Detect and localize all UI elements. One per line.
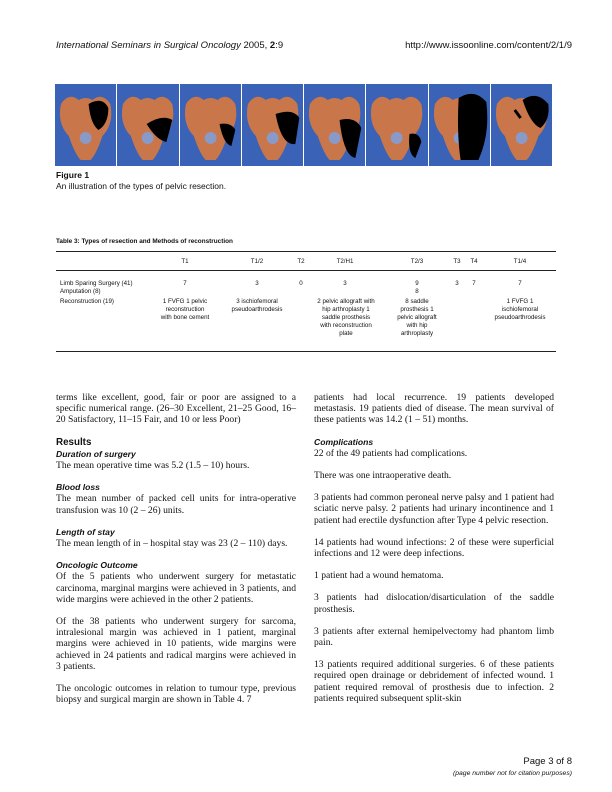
cell-recon-t12-line: pseudoarthrodesis [231,306,283,313]
figure-caption [56,170,226,192]
right-column [314,392,554,715]
cell-recon-t2h1-line: plate [339,330,353,337]
cell-recon-t2h1-line: 2 pelvic allograft with [317,298,375,305]
cell-recon-t1-line: 1 FVFG 1 pelvic [162,298,208,305]
cell-recon-t14-line: pseudoarthrodesis [494,314,546,321]
journal-volume: 2 [269,40,276,51]
cell-recon-t23-line: arthroplasty [400,330,434,337]
cell-amputation-t23: 8 [415,288,419,295]
complications-paragraph-8: 13 patients required additional surgeries. 6 of these patients required open drainage or debridement of infected wound. 1 patient required removal of prosthesis due to infection. 2 patients required subsequent split-skin [314,659,554,704]
pelvis-panel-6 [366,84,427,166]
table-bottom-rule [56,351,556,352]
pelvis-panel-8 [491,84,552,166]
cell-recon-t12 [215,298,299,314]
cell-recon-t1-line: reconstruction [165,306,205,313]
length-of-stay-paragraph: The mean length of in – hospital stay was 23 (2 – 110) days. [56,538,288,550]
col-header-t14: T1/4 [513,258,527,265]
journal-year: 2005, [243,40,270,51]
cell-limb-t23: 9 [415,280,419,287]
oncologic-outcome-heading: Oncologic Outcome [56,560,138,571]
table-title: Table 3: Types of resection and Methods of reconstruction [56,238,233,245]
cell-recon-t14 [480,298,560,322]
cell-limb-t2: 0 [299,280,303,287]
col-header-t12: T1/2 [250,258,264,265]
cell-limb-t1: 7 [183,280,187,287]
cell-limb-t2h1: 3 [343,280,347,287]
complications-paragraph-4: 14 patients had wound infections: 2 of these were superficial infections and 12 were deep infections. [314,536,554,560]
complications-heading: Complications [314,436,374,447]
cell-recon-t23-line: pelvic allograft [397,314,437,321]
blood-loss-paragraph: The mean number of packed cell units for intra-operative transfusion was 10 (2 – 26) units. [56,493,296,516]
length-of-stay-heading: Length of stay [56,526,115,537]
table-top-rule [56,251,556,252]
cell-recon-t14-line: 1 FVFG 1 [506,298,534,305]
col-header-t2: T2 [297,258,305,265]
complications-paragraph-7: 3 patients after external hemipelvectomy had phantom limb pain. [314,625,554,649]
cell-recon-t2h1-line: saddle prosthesis [321,314,371,321]
col-header-t2h1: T2/H1 [336,258,354,265]
results-heading: Results [56,436,92,448]
cell-recon-t23-line: with hip [406,322,428,329]
cell-recon-t23-line: 8 saddle [405,298,429,305]
cell-recon-t23-line: prosthesis 1 [400,306,434,313]
pelvis-panel-7 [429,84,490,166]
cell-recon-t12-line: 3 ischiofemoral [236,298,278,305]
col-header-t3: T3 [453,258,461,265]
col-header-t4: T4 [470,258,478,265]
col-header-t23: T2/3 [410,258,424,265]
blood-loss-heading: Blood loss [56,482,100,493]
pelvis-panel-2 [117,84,178,166]
pelvis-panel-3 [180,84,241,166]
scoring-paragraph: terms like excellent, good, fair or poor are assigned to a specific numerical range. (26–30 Excellent, 21–25 Good, 16–20 Satisfactory, 11–15 Fair, and 10 or less Poor) [56,392,296,426]
table-header-rule [56,270,556,271]
cell-recon-t23 [387,298,447,338]
cell-limb-t12: 3 [255,280,259,287]
complications-paragraph-3: 3 patients had common peroneal nerve palsy and 1 patient had sciatic nerve palsy. 2 patients had urinary incontinence and 1 patient had erectile dysfunction after Type 4 pelvic resection. [314,492,554,526]
cell-limb-t3: 3 [455,280,459,287]
pelvic-resection-figure [55,84,552,166]
row-label-limb-sparing: Limb Sparing Surgery (41) [60,280,133,287]
sarcoma-paragraph: Of the 38 patients who underwent surgery for sarcoma, intralesional margin was achieved in 1 patient, marginal margins were achieved in 10 patients, wide margins were achieved in 24 patients and radical margins were achieved in 3 patients. [56,616,296,672]
cell-limb-t4: 7 [472,280,476,287]
page-number-note: (page number not for citation purposes) [452,770,572,777]
cell-limb-t14: 7 [518,280,522,287]
cell-recon-t2h1-line: hip arthroplasty 1 [322,306,370,313]
complications-paragraph-6: 3 patients had dislocation/disarticulation of the saddle prosthesis. [314,592,554,615]
figure-label: Figure 1 [56,170,90,180]
complications-paragraph-1: 22 of the 49 patients had complications. [314,447,468,459]
left-column [56,392,296,716]
cell-recon-t2h1-line: with reconstruction [320,322,372,329]
cell-recon-t1-line: with bone cement [160,314,210,321]
col-header-t1: T1 [181,258,189,265]
page-number: Page 3 of 8 [523,756,572,767]
metastatic-paragraph: Of the 5 patients who underwent surgery for metastatic carcinoma, marginal margins were achieved in 3 patients, and wide margins were achieved in the other 2 patients. [56,571,296,605]
journal-name: International Seminars in Surgical Oncology [56,40,241,51]
pelvis-panel-4 [242,84,303,166]
journal-citation [56,40,283,51]
cell-recon-t14-line: ischiofemoral [501,306,539,313]
pelvis-panel-5 [304,84,365,166]
article-url[interactable]: http://www.issoonline.com/content/2/1/9 [405,40,572,51]
recurrence-paragraph: patients had local recurrence. 19 patients developed metastasis. 19 patients died of disease. The mean survival of these patients was 14.2 (1 – 51) months. [314,392,554,426]
journal-issue: :9 [275,40,284,51]
row-label-reconstruction: Reconstruction (19) [60,298,114,305]
duration-heading: Duration of surgery [56,448,136,459]
pelvis-panel-1 [55,84,116,166]
duration-paragraph: The mean operative time was 5.2 (1.5 – 10) hours. [56,460,250,472]
row-label-amputation: Amputation (8) [60,288,101,295]
complications-paragraph-5: 1 patient had a wound hematoma. [314,570,444,582]
cell-recon-t2h1 [302,298,390,338]
complications-paragraph-2: There was one intraoperative death. [314,470,452,482]
figure-caption-text: An illustration of the types of pelvic resection. [56,181,227,191]
table4-paragraph: The oncologic outcomes in relation to tumour type, previous biopsy and surgical margin are shown in Table 4. 7 [56,683,296,706]
